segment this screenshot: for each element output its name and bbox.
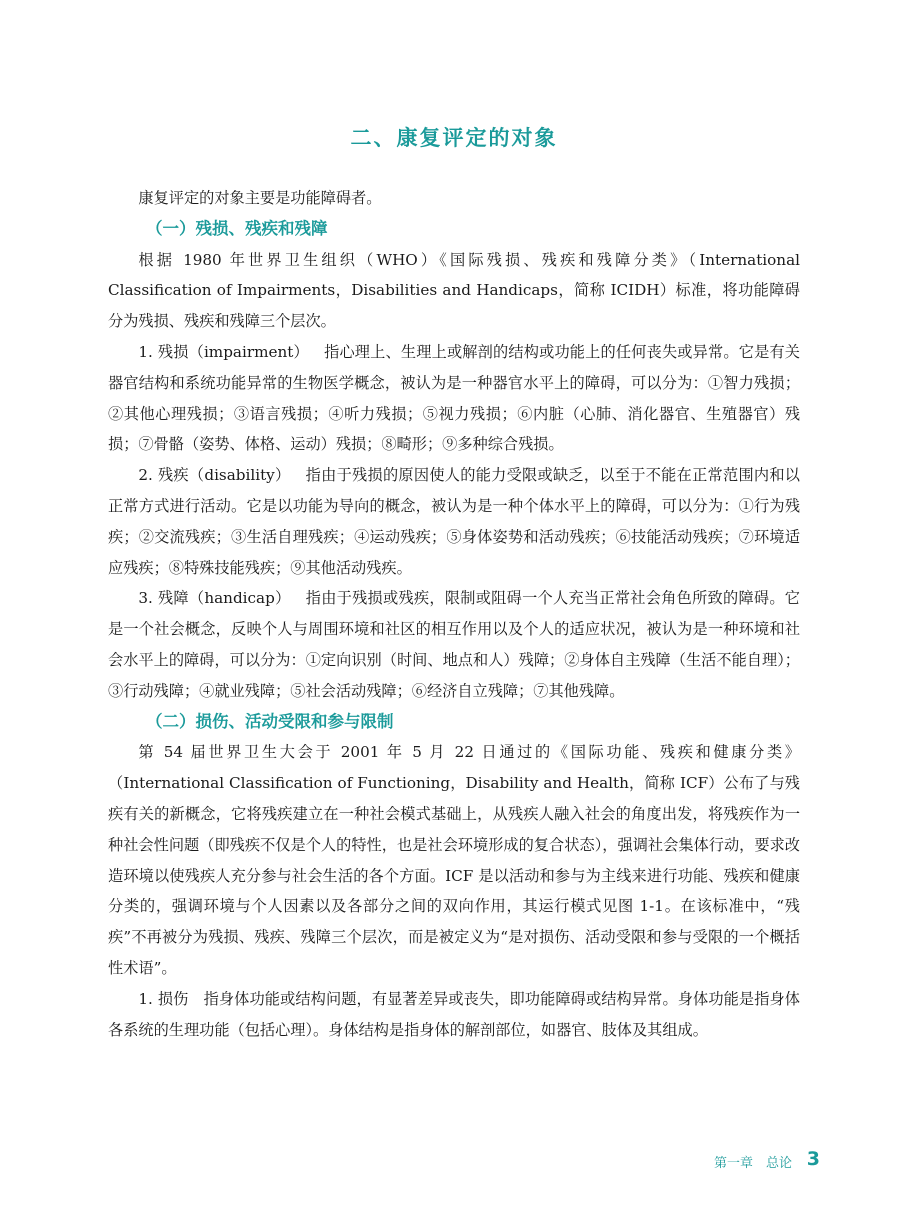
item-text: 指由于残损的原因使人的能力受限或缺乏，以至于不能在正常范围内和以正常方式进行活动。它是以功能为导向的概念，被认为是一种个体水平上的障碍，可以分为：①行为残疾；②交流残疾；③生活自理残疾；④运动残疾；⑤身体姿势和活动残疾；⑥技能活动残疾；⑦环境适应残疾；⑧特殊技能残疾；⑨其他活动残疾。 xyxy=(108,466,800,577)
subsection-heading-1: （一）残损、残疾和残障 xyxy=(146,218,328,238)
paragraph-icf: 第 54 届世界卫生大会于 2001 年 5 月 22 日通过的《国际功能、残疾和健康分类》（International Classification of Functioning，Disability and Health，简称 ICF）公布了与残疾有关的新概念，它将残疾建立在一种社会模式基础上，从残疾人融入社会的角度出发，将残疾作为一种社会性问题（即残疾不仅是个人的特性，也是社会环境形成的复合状态），强调社会集体行动，要求改造环境以使残疾人充分参与社会生活的各个方面。ICF 是以活动和参与为主线来进行功能、残疾和健康分类的，强调环境与个人因素以及各部分之间的双向作用，其运行模式见图 1-1。在该标准中，“残疾”不再被分为残损、残疾、残障三个层次，而是被定义为“是对损伤、活动受限和参与受限的一个概括性术语”。 xyxy=(108,743,800,977)
item-text: 指由于残损或残疾，限制或阻碍一个人充当正常社会角色所致的障碍。它是一个社会概念，反映个人与周围环境和社区的相互作用以及个人的适应状况，被认为是一种环境和社会水平上的障碍，可以分为：①定向识别（时间、地点和人）残障；②身体自主残障（生活不能自理）；③行动残障；④就业残障；⑤社会活动残障；⑥经济自立残障；⑦其他残障。 xyxy=(108,589,800,700)
paragraph-icidh: 根据 1980 年世界卫生组织（WHO）《国际残损、残疾和残障分类》（International Classification of Impairments，Disabilities and Handicaps，简称 ICIDH）标准，将功能障碍分为残损、残疾和残障三个层次。 xyxy=(108,250,800,331)
body-text xyxy=(108,183,800,1045)
item-term: 3. 残障（handicap） xyxy=(138,589,291,608)
item-impairment xyxy=(108,337,800,460)
item-text: 指心理上、生理上或解剖的结构或功能上的任何丧失或异常。它是有关器官结构和系统功能异常的生物医学概念，被认为是一种器官水平上的障碍，可以分为：①智力残损；②其他心理残损；③语言残损；④听力残损；⑤视力残损；⑥内脏（心肺、消化器官、生殖器官）残损；⑦骨骼（姿势、体格、运动）残损；⑧畸形；⑨多种综合残损。 xyxy=(108,342,800,454)
item-disability xyxy=(108,460,800,583)
page-footer xyxy=(688,1148,820,1172)
section-title: 二、康复评定的对象 xyxy=(350,126,558,150)
item-term: 1. 损伤 xyxy=(138,989,189,1008)
item-handicap xyxy=(108,583,800,706)
intro-paragraph: 康复评定的对象主要是功能障碍者。 xyxy=(138,189,382,207)
page-number: 3 xyxy=(806,1148,820,1170)
item-term: 1. 残损（impairment） xyxy=(138,342,309,361)
chapter-label: 第一章 总论 xyxy=(713,1156,792,1171)
item-injury xyxy=(108,984,800,1046)
item-term: 2. 残疾（disability） xyxy=(138,466,291,485)
subsection-heading-2: （二）损伤、活动受限和参与限制 xyxy=(146,711,394,731)
item-text: 指身体功能或结构问题，有显著差异或丧失，即功能障碍或结构异常。身体功能是指身体各系统的生理功能（包括心理）。身体结构是指身体的解剖部位，如器官、肢体及其组成。 xyxy=(108,989,800,1039)
